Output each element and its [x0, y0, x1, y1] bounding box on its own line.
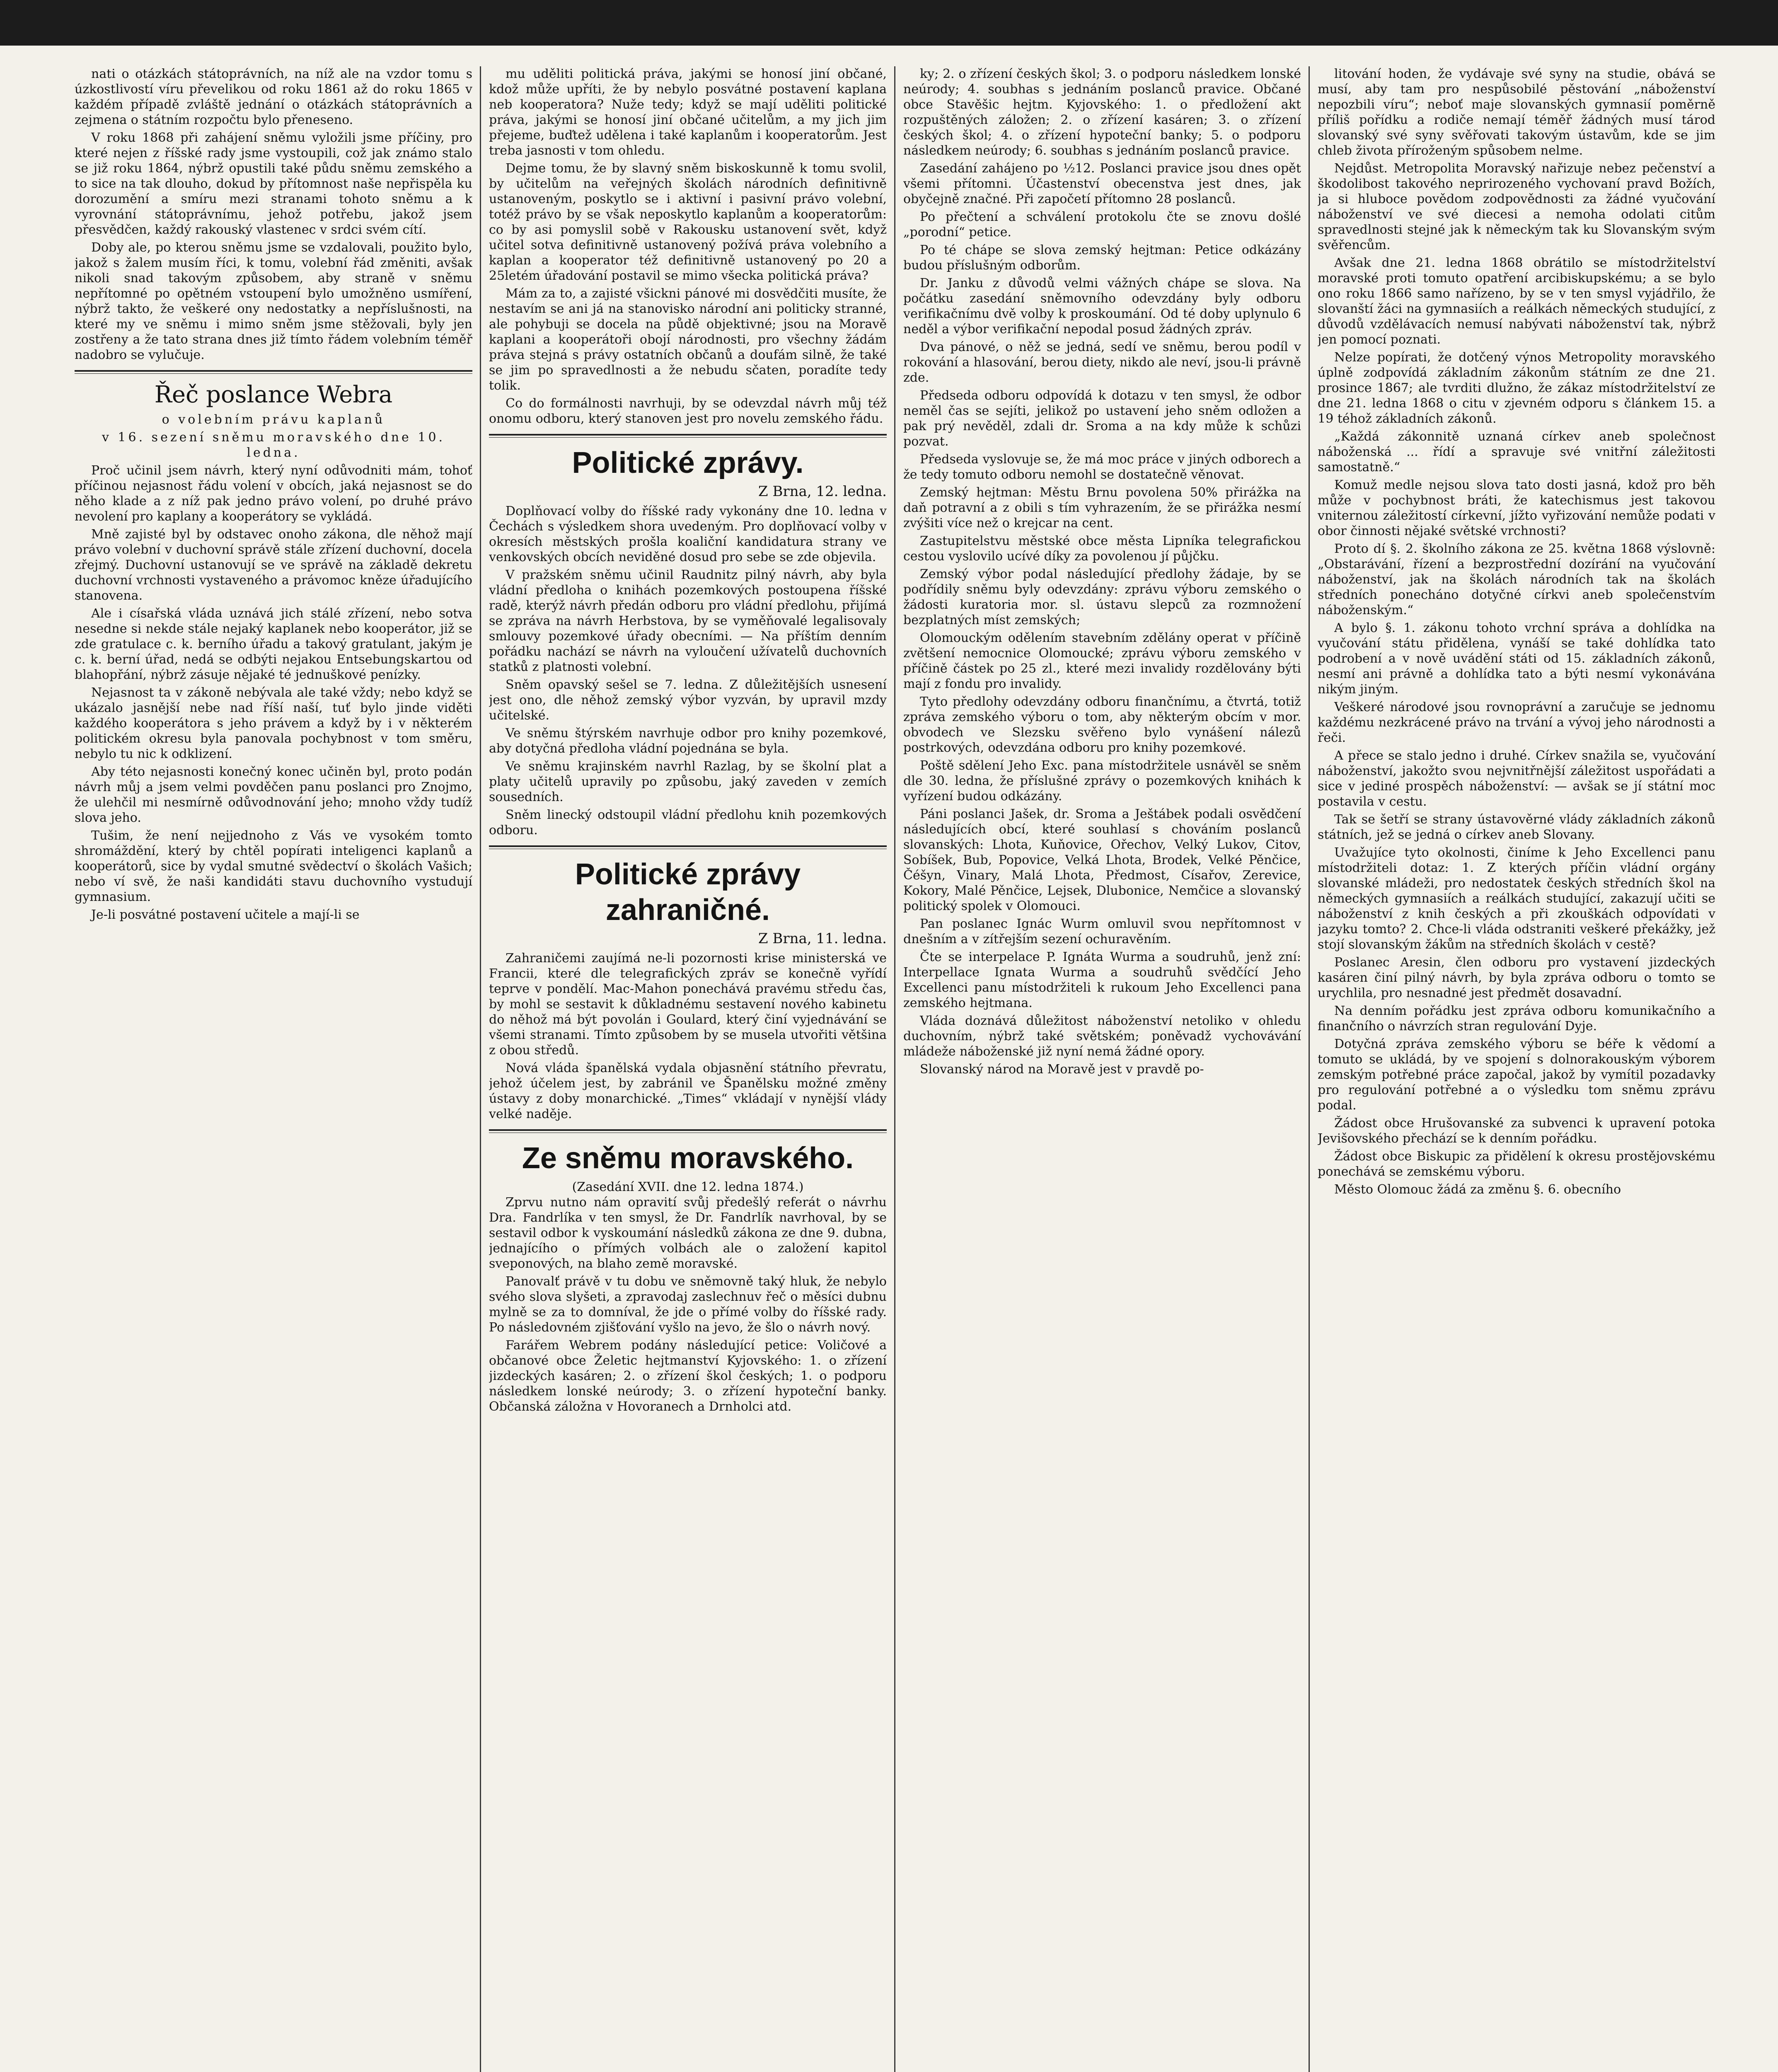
paragraph: Zprvu nutno nám opravití svůj předešlý referát o návrhu Dra. Fandrlíka v ten smysl, že Dr. Fandrlík navrhoval, by se sestavil odbor k vyskoumání následků zákona ze dne 9. dubna, jednajícího o přímých volbách ale o založení kapitol sveponových, na blaho země moravské.: [489, 1195, 887, 1271]
newspaper-page: [58, 66, 1724, 2072]
column-rule: [480, 66, 481, 2072]
session-dateline: (Zasedání XVII. dne 12. ledna 1874.): [572, 1180, 804, 1194]
paragraph: Doby ale, po kterou sněmu jsme se vzdalovali, použito bylo, jakož s žalem musím říci, k tomu, volební řád změniti, avšak nikoli snad takovým způsobem, aby straně v sněmu nepřítomné po opětném vstoupení bylo umožněno usmíření, nýbrž takto, že veškeré ony nedostatky a nepříslušnosti, na které my ve sněmu i mimo sněm jsme stěžovali, byly jen zostřeny a že tato strana dnes již tímto řádem volebním téměř nadobro se vylučuje.: [75, 240, 472, 362]
section-title-politicke-zpravy: Politické zprávy.: [572, 446, 804, 479]
paragraph: Slovanský národ na Moravě jest v pravdě po-: [920, 1062, 1204, 1077]
paragraph: Nová vláda španělská vydala objasnění státního převratu, jehož účelem jest, by zabránil ve Španělsku možné změny ústavy z doby monarchické. „Times“ vkládají v nynější vlády velké naděje.: [489, 1061, 887, 1121]
paragraph: Zasedání zahájeno po ½12. Poslanci pravice jsou dnes opět všemi přítomni. Účastenství obecenstva jest dnes, jak obyčejně značné. Při započetí přítomno 28 poslanců.: [903, 161, 1301, 206]
paragraph: Poslanec Aresin, člen odboru pro vystavení jizdeckých kasáren činí pilný návrh, by byla zpráva odboru o tomto se urychlila, pro nesnadné jest předmět dosavadní.: [1318, 955, 1715, 1000]
paragraph: V roku 1868 při zahájení sněmu vyložili jsme příčiny, pro které nejen z říšské rady jsme vystoupili, což jak známo stalo se již roku 1864, nýbrž opustili také půdu sněmu zemského a to sice na tak dlouho, dokud by přítomnost naše nepřispěla ku dorozumění a smíru mezi stranami tohoto sněmu a k vyrovnání státoprávnímu, jehož potřebu, jakož jsem přesvědčen, každý rakouský vlastenec v srdci svém cítí.: [75, 131, 472, 237]
dateline: Z Brna, 11. ledna.: [758, 930, 887, 947]
paragraph: Vláda doznává důležitost náboženství netoliko v ohledu duchovním, nýbrž také světském; poněvadž vychovávání mládeže náboženské již nyní nemá žádné opory.: [903, 1014, 1301, 1059]
dateline: Z Brna, 12. ledna.: [758, 483, 887, 500]
paragraph: Město Olomouc žádá za změnu §. 6. obecního: [1334, 1182, 1621, 1197]
column-4: [1318, 66, 1715, 2072]
paragraph: Páni poslanci Jašek, dr. Sroma a Ještábek podali osvědčení následujících obcí, které souhlasí s chováním poslanců slovanských: Lhota, Kuňovice, Ořechov, Velký Lukov, Citov, Sobíšek, Bub, Popovice, Velká Lhota, Brodek, Velké Pěnčice, Čéšyn, Vinary, Malá Lhota, Předmost, Císařov, Zerevice, Kokory, Malé Pěnčice, Lejsek, Dlubonice, Nemčice a slovanský politický spolek v Olomouci.: [903, 807, 1301, 913]
paragraph: Je-li posvátné postavení učitele a mají-li se: [91, 908, 360, 922]
paragraph: Po přečtení a schválení protokolu čte se znovu došlé „porodní“ petice.: [903, 210, 1301, 240]
session-line: v 16. sezení sněmu moravského dne 10. ledna.: [102, 430, 445, 460]
paragraph: Uvažujíce tyto okolnosti, činíme k Jeho Excellenci panu místodržiteli dotaz: 1. Z kterých příčin vládní orgány slovanské mládeži, pro nedostatek českých středních škol na německých gymnasiích a reálkách studující, zakazují učiti se náboženství z knih českých a při zkouškách odpovídati v jazyku tomto? 2. Chce-li vláda odstraniti veškeré překážky, jež stojí slovanským žákům na středních školách v cestě?: [1318, 845, 1715, 952]
paragraph: Dejme tomu, že by slavný sněm biskoskunně k tomu svolil, by učitelům na veřejných školách národních definitivně ustanoveným, poskytlo se i aktivní i pasivní právo volební, totéž právo by se však neposkytlo kaplanům a kooperatorům: co by asi pomyslil sobě v Rakousku ustanovení svět, když učitel sotva definitivně ustanovený požívá práva volebního a kaplan a kooperator též definitivně ustanovený po 20 a 25letém úřadování postavil se mimo všecka politická práva?: [489, 161, 887, 283]
paragraph: nati o otázkách státoprávních, na níž ale na vzdor tomu s úzkostlivostí víru převelikou od roku 1861 až do roku 1865 v každém případě zvláště jednání o otázkách státoprávních a zejmena o státním rozpočtu bylo přeneseno.: [75, 67, 472, 127]
paragraph: Nelze popírati, že dotčený výnos Metropolity moravského úplně zodpovídá základním zákonům státním ze dne 21. prosince 1867; ale tvrditi dlužno, že zákaz místodržitelství ze dne 21. ledna 1868 o citu v zjevném odporu s článkem 15. a 19 téhož základních zákonů.: [1318, 350, 1715, 426]
paragraph: Čte se interpelace P. Ignáta Wurma a soudruhů, jenž zní: Interpellace Ignata Wurma a soudruhů svědčící Jeho Excellenci panu místodržiteli k rukoum Jeho Excellenci pana zemského hejtmana.: [903, 950, 1301, 1010]
paragraph: Doplňovací volby do říšské rady vykonány dne 10. ledna v Čechách s výsledkem shora uvedeným. Pro doplňovací volby v okresích městských prošla koaliční kandidatura strany ve venkovských obcích neviděné dosud pro sebe se zde objevila.: [489, 504, 887, 564]
paragraph: A přece se stalo jedno i druhé. Církev snažila se, vyučování náboženství, jakožto svou nejvnitřnější záležitost uspořádati a sice v jediné prospěch náboženství: — avšak se jí státní moc postavila v cestu.: [1318, 748, 1715, 809]
article-subheading: o volebním právu kaplanů: [162, 412, 385, 427]
article-heading: Řeč poslance Webra: [154, 381, 393, 408]
paragraph: Zemský hejtman: Městu Brnu povolena 50% přirážka na daň potravní a z obili s tím vyhrazením, že se přirážka nesmí zvýšiti více než o krejcar na cent.: [903, 485, 1301, 530]
paragraph: Sněm opavský sešel se 7. ledna. Z důležitějších usnesení jest ono, dle něhož zemský výbor vyzván, by upravil mzdy učitelské.: [489, 678, 887, 723]
paragraph: Dotyčná zpráva zemského výboru se béře k vědomí a tomuto se ukládá, by ve spojení s dolnorakouským výborem zemským potřebné práce započal, jakož by vymítil pozadavky pro regulování potřebné a o výsledku tom sněmu zprávu podal.: [1318, 1037, 1715, 1113]
section-title-ze-snemu: Ze sněmu moravského.: [522, 1142, 854, 1175]
column-3: [903, 66, 1301, 2072]
paragraph: mu uděliti politická práva, jakými se honosí jiní občané, kdož může upříti, že by nebylo posvátné postavení kaplana neb kooperatora? Nuže tedy; když se mají uděliti politické práva, jakými se honosí jiní občané učitelům, a my jich jim přejeme, buďtež udělena i také kaplanům i kooperatorům. Jest treba jasnosti v tom ohledu.: [489, 67, 887, 158]
paragraph: Žádost obce Hrušovanské za subvenci k upravení potoka Jevišovského přechází se k denním pořádku.: [1318, 1116, 1715, 1146]
paragraph: Nejdůst. Metropolita Moravský nařizuje nebez pečenství a škodolibost takového neprirozeného vychovaní pravd Božích, ja si hluboce povědom zodpovědnosti za žádné vyučování náboženství ve své diecesi a nemoha odolati citům spravedlnosti stejné jak k německým tak ku Slovanským svým svěřencům.: [1318, 161, 1715, 252]
paragraph: Předseda vyslovuje se, že má moc práce v jiných odborech a že tedy tomuto odboru nemohl se dostatečně věnovat.: [903, 452, 1301, 482]
paragraph: Poště sdělení Jeho Exc. pana místodržitele usnávěl se sněm dle 30. ledna, že příslušné zprávy o pozemkových knihách k vyřízení budou odkázány.: [903, 758, 1301, 804]
paragraph: Aby této nejasnosti konečný konec učiněn byl, proto podán návrh můj a jsem velmi povděčen panu poslanci pro Znojmo, že ulehčil mi nesmírně odůvodnování jeho; mnoho vždy tudíž slova jeho.: [75, 765, 472, 825]
column-rule: [1309, 66, 1310, 2072]
paragraph: Farářem Webrem podány následující petice: Voličové a občanové obce Želetic hejtmanství Kyjovského: 1. o zřízení jizdeckých kasáren; 2. o zřízení škol českých; 1. o podporu následkem lonské neúrody; 3. o zřízení hypoteční banky. Občanská záložna v Hovoranech a Drnholci atd.: [489, 1338, 887, 1414]
paragraph: Nejasnost ta v zákoně nebývala ale také vždy; nebo když se ukázalo jasnější nebe nad říší naší, tuť bylo jinde viděti každého kooperátora s jeho právem a když by i v některém politickém okresu byla panovala pochybnost v tom směru, nebylo tu nic k odklizení.: [75, 685, 472, 761]
paragraph: Avšak dne 21. ledna 1868 obrátilo se místodržitelství moravské proti tomuto opatření arcibiskupskému; a se bylo ono roku 1866 samo nařízeno, by se v ten smysl vyjádřilo, že slovanští žáci na gymnasiích a reálkách německých studující, z důvodů vzdělávacích nemusí nabývati náboženství tak, nýbrž jen pomocí poznati.: [1318, 256, 1715, 347]
paragraph: Ve sněmu krajinském navrhl Razlag, by se školní plat a platy učitelů upravily po způsobu, jaký zaveden v zemích sousedních.: [489, 759, 887, 804]
paragraph: Žádost obce Biskupic za přidělení k okresu prostějovskému ponechává se zemskému výboru.: [1318, 1149, 1715, 1179]
paragraph: Tušim, že není nejjednoho z Vás ve vysokém tomto shromáždění, který by chtěl popírati inteligenci kaplanů a kooperátorů, sice by vydal smutné svědectví o školách Vašich; nebo ví svě, že naši kandidáti stavu duchovního vystudují gymnasium.: [75, 828, 472, 904]
paragraph: V pražském sněmu učinil Raudnitz pilný návrh, aby byla vládní předloha o knihách pozemkových postoupena říšské radě, kterýž návrh předán odboru pro vládní předlohu, přijímá se zpráva na návrh Herbstova, by se vyměňovalé legalisovaly smlouvy pozemkové úřady obecními. — Na příštím denním pořádku nachází se návrh na vyloučení užívatelů duchovních statků z platnosti volební.: [489, 568, 887, 674]
column-2: [489, 66, 887, 2072]
paragraph: litování hoden, že vydávaje své syny na studie, obává se musí, aby tam pro nespůsobilé pěstování „náboženství nepozbili víru“; neboť maje slovanských gymnasií poměrně příliš pořídku a rodiče nemají téměř žádných musí tárod slovanský své syny svěřovati takovým ústavům, kde se jim chleb života příroženým spůsobem nelme.: [1318, 67, 1715, 158]
paragraph: Po té chápe se slova zemský hejtman: Petice odkázány budou příslušným odborům.: [903, 243, 1301, 273]
paragraph: „Každá zákonnitě uznaná církev aneb společnost náboženská ... řídí a spravuje své vnitřní záležitosti samostatně.“: [1318, 429, 1715, 474]
paragraph: Proč učinil jsem návrh, který nyní odůvodniti mám, tohoť příčinou nejasnost řádu volení v obcích, jaká nejasnost se do něho klade a z níž pak jedno právo volení, po druhé právo nevolení pro kaplany a kooperátory se vykládá.: [75, 463, 472, 524]
paragraph: Proto dí §. 2. školního zákona ze 25. května 1868 výslovně: „Obstarávání, řízení a bezprostřední dozírání na vyučování náboženství, jak na školách národních tak na školách středních ponecháno dotyčné církvi aneb společenstvím náboženským.“: [1318, 542, 1715, 617]
paragraph: Tyto předlohy odevzdány odboru finančnímu, a čtvrtá, totiž zpráva zemského výboru o tom, aby některým obcím v mor. obvodech ve Slezsku svěřeno bylo vynášení nálezů postrkových, odevzdána odboru pro knihy pozemkové.: [903, 695, 1301, 755]
section-title-zahranicne: Politické zprávy zahraničné.: [575, 858, 801, 927]
paragraph: Pan poslanec Ignác Wurm omluvil svou nepřítomnost v dnešním a v zítřejším sezení ochuravěním.: [903, 917, 1301, 946]
paragraph: Komuž medle nejsou slova tato dosti jasná, kdož pro běh může v pochybnost bráti, že katechismus jest takovou vniternou záležitostí církevní, jížto vyřizování nemůže podati v obor činnosti nějaké světské vrchnosti?: [1318, 478, 1715, 538]
paragraph: Panovalť právě v tu dobu ve sněmovně taký hluk, že nebylo svého slova slyšeti, a zpravodaj zaslechnuv řeč o měsíci dubnu mylně se za to domníval, že jde o přímé volby do říšské rady. Po následovném zjišťování vyšlo na jevo, že šlo o návrh nový.: [489, 1274, 887, 1335]
section-divider: [75, 370, 472, 374]
paragraph: A bylo §. 1. zákonu tohoto vrchní správa a dohlídka na vyučování státu přidělena, vynáší se také dohlídka tato podrobení a v nově uvádění státi od 15. základních zákonů, nesmí ani právně a dohlídka tato a býti nesmí vykonávána nikým jiným.: [1318, 621, 1715, 697]
paragraph: Zahraničemi zaujímá ne-li pozornosti krise ministerská ve Francii, které dle telegrafických zpráv se konečně vyřídí teprve v pondělí. Mac-Mahon ponechává pravému středu čas, by mohl se sestavit k důkladnému sestavení nového kabinetu do něhož má být povolán i Goulard, který činí vyjednávání se všemi stranami. Tímto způsobem by se musela utvořiti většina z obou středů.: [489, 951, 887, 1058]
paragraph: Ve sněmu štýrském navrhuje odbor pro knihy pozemkové, aby dotyčná předloha vládní pojednána se byla.: [489, 726, 887, 756]
paragraph: Na denním pořádku jest zpráva odboru komunikačního a finančního o návrzích stran regulování Dyje.: [1318, 1004, 1715, 1034]
paragraph: Mám za to, a zajisté všickni pánové mi dosvědčiti musíte, že nestavím se ani já na stanovisko národní ani politicky stranné, ale pohybuji se docela na půdě objektivné; jsou na Moravě kaplani a kooperátoři obojí národnosti, pro všechny žádám práva stejná s právy ostatních občanů a doufám silně, že také se jim po spravedlnosti a že nebudu sčaten, poradíte tedy tolik.: [489, 286, 887, 393]
paragraph: Zastupitelstvu městské obce města Lipníka telegrafickou cestou vyslovilo ucívé díky za povolenou jí půjčku.: [903, 534, 1301, 564]
paragraph: Sněm linecký odstoupil vládní předlohu knih pozemkových odboru.: [489, 808, 887, 838]
paragraph: Mně zajisté byl by odstavec onoho zákona, dle něhož mají právo volební v duchovní správě stále zřízení duchovní, docela zřejmý. Duchovní ustanovují se ve správě na základě dekretu duchovní vrchnosti vystaveného a právomoc kněze úřadujícího stanovena.: [75, 527, 472, 603]
paragraph: Veškeré národové jsou rovnoprávní a zaručuje se jednomu každému nezkrácené právo na trvání a vývoj jeho národnosti a řeči.: [1318, 700, 1715, 745]
paragraph: Tak se šetří se strany ústavověrné vlády základních zákonů státních, jež se jedná o církev aneb Slovany.: [1318, 812, 1715, 842]
paragraph: Ale i císařská vláda uznává jich stálé zřízení, nebo sotva nesedne si nekde stále nejaký kaplanek nebo kooperátor, již se zde gratulace c. k. berního úřadu a takový gratulant, jakým je c. k. berní úřad, nedá se odbýti nejakou Entsebungskartou od blahopřání, nýbrž zásuje nějaké té jednuškové penízky.: [75, 606, 472, 682]
column-rule: [894, 66, 895, 2072]
paragraph: Zemský výbor podal následující předlohy žádaje, by se podřídily sněmu byly odevzdány: zprávu výboru zemského o žádosti kuratoria mor. sl. ústavu slepců za rozmnožení bezplatných míst zemských;: [903, 567, 1301, 627]
paragraph: Olomouckým odělením stavebním zdělány operat v příčině zvětšení nemocnice Olomoucké; zprávu výboru zemského v příčině částek po 25 zl., které mezi invalidy rozdělovány býti mají z fondu pro invalidy.: [903, 631, 1301, 691]
paragraph: Dva pánové, o něž se jedná, sedí ve sněmu, berou podíl v rokování a hlasování, berou diety, nikdo ale neví, jsou-li právně zde.: [903, 340, 1301, 385]
column-1: [75, 66, 472, 2072]
paragraph: Dr. Janku z důvodů velmi vážných chápe se slova. Na počátku zasedání sněmovního odevzdány byly odboru verifikačnímu dvě volby k proskoumání. Od té doby uplynulo 6 neděl a výbor verifikační nepodal posud žádných zpráv.: [903, 276, 1301, 336]
section-divider: [489, 845, 887, 849]
paragraph: Co do formálnosti navrhuji, by se odevzdal návrh můj též onomu odboru, který stanoven jest pro novelu zemského řádu.: [489, 396, 887, 426]
page-top-border: [0, 0, 1778, 46]
section-divider: [489, 1129, 887, 1133]
paragraph: Předseda odboru odpovídá k dotazu v ten smysl, že odbor neměl čas se sejíti, jelikož po ustavení jeho sněm odložen a pak prý nevěděl, zdali dr. Sroma a na kdy může k schůzi pozvat.: [903, 388, 1301, 449]
section-divider: [489, 434, 887, 438]
paragraph: ky; 2. o zřízení českých škol; 3. o podporu následkem lonské neúrody; 4. soubhas s jednáním poslanců pravice. Občané obce Stavěšic hejtm. Kyjovského: 1. o předložení akt rozpuštěných záložen; 2. o zřízení kasáren; 3. o zřízení českých škol; 4. o zřízení hypoteční banky; 5. o podporu následkem neúrody; 6. soubhas s jednáním poslanců pravice.: [903, 67, 1301, 158]
